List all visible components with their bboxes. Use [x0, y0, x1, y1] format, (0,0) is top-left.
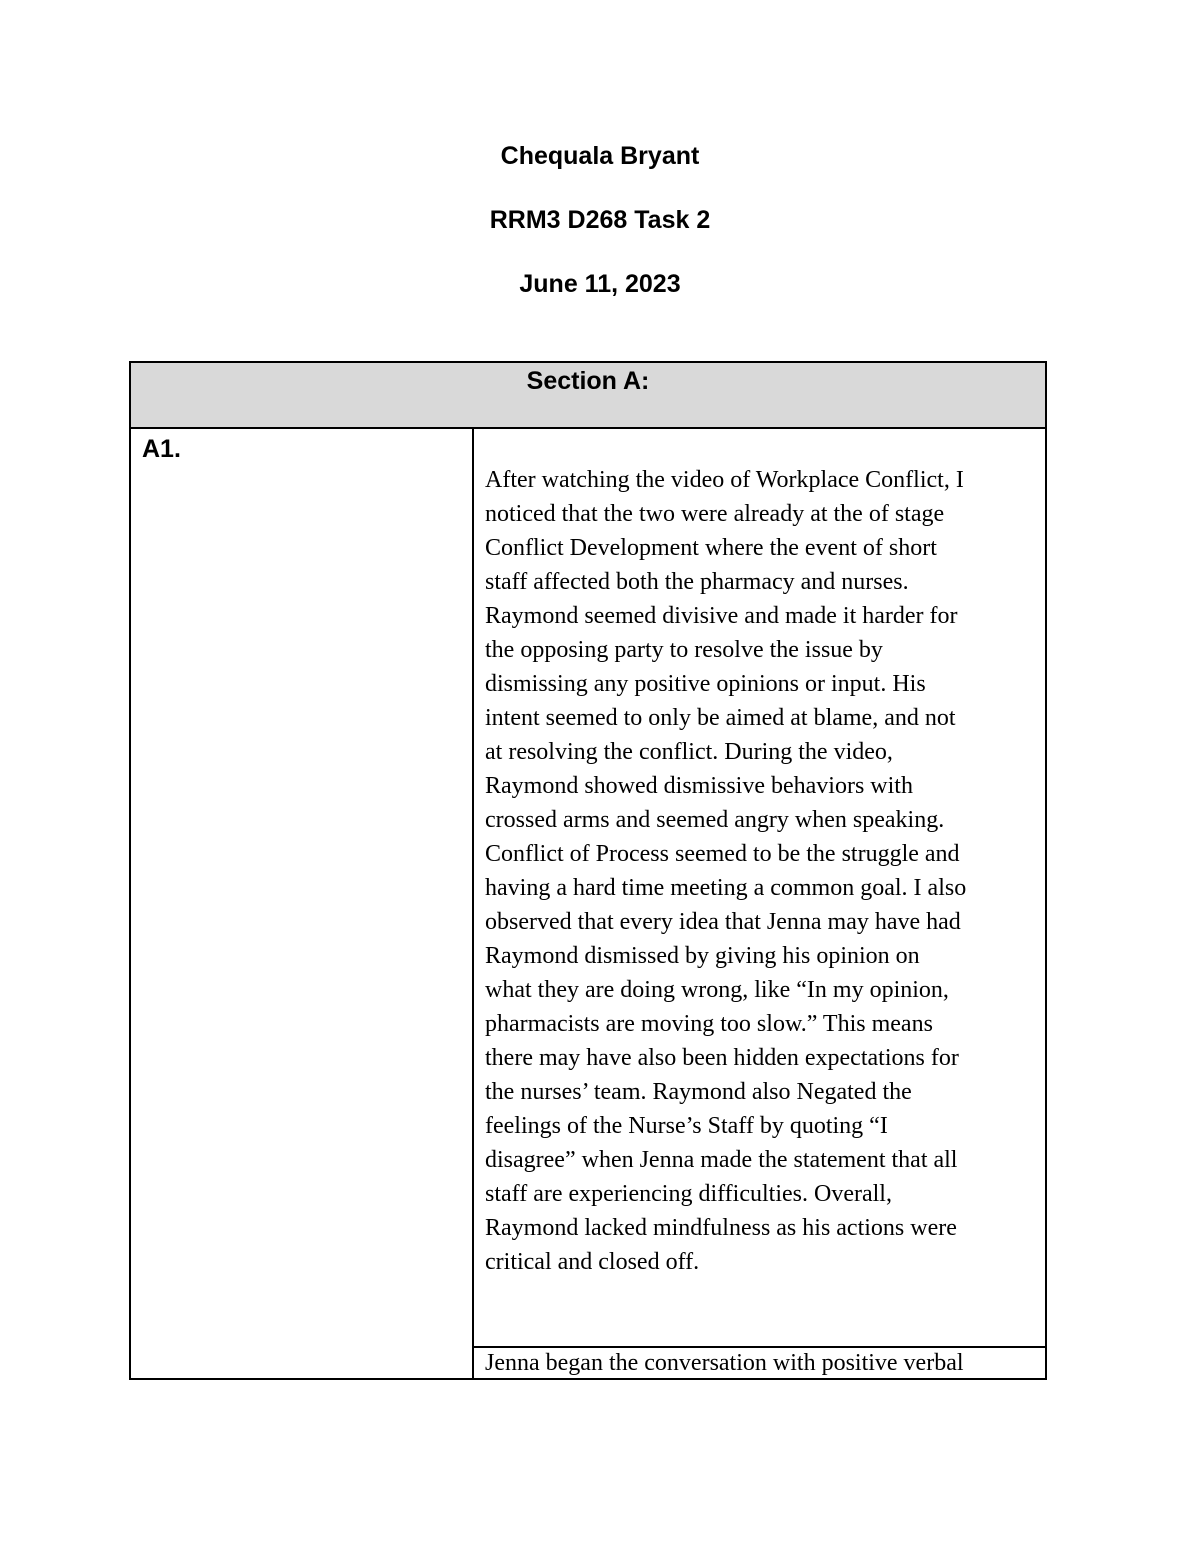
section-header-row	[131, 363, 1045, 429]
next-row-text: Jenna began the conversation with positive verbal	[485, 1350, 964, 1376]
response-line: Raymond lacked mindfulness as his actions were	[485, 1215, 957, 1241]
response-line: the opposing party to resolve the issue by	[485, 637, 883, 663]
response-line: crossed arms and seemed angry when speaking.	[485, 807, 945, 833]
response-line: at resolving the conflict. During the video,	[485, 739, 893, 765]
column-divider	[472, 429, 474, 1378]
author-name: Chequala Bryant	[500, 142, 700, 170]
course-task-title: RRM3 D268 Task 2	[489, 206, 711, 234]
response-line: critical and closed off.	[485, 1249, 700, 1275]
response-line: having a hard time meeting a common goal. I also	[485, 875, 967, 901]
a1-response-text	[485, 463, 1045, 1279]
response-line: what they are doing wrong, like “In my opinion,	[485, 977, 949, 1003]
document-date: June 11, 2023	[519, 270, 681, 298]
response-line: observed that every idea that Jenna may have had	[485, 909, 961, 935]
response-line: Raymond seemed divisive and made it harder for	[485, 603, 958, 629]
response-line: Conflict of Process seemed to be the struggle and	[485, 841, 960, 867]
response-line: Raymond dismissed by giving his opinion on	[485, 943, 920, 969]
response-line: Conflict Development where the event of short	[485, 535, 937, 561]
response-line: there may have also been hidden expectations for	[485, 1045, 959, 1071]
response-line: staff are experiencing difficulties. Overall,	[485, 1181, 892, 1207]
section-a-table	[129, 361, 1047, 1380]
response-line: pharmacists are moving too slow.” This means	[485, 1011, 933, 1037]
row-label-a1: A1.	[142, 435, 181, 463]
response-line: noticed that the two were already at the of stage	[485, 501, 945, 527]
section-title: Section A:	[526, 367, 650, 395]
response-line: feelings of the Nurse’s Staff by quoting “I	[485, 1113, 888, 1139]
response-line: dismissing any positive opinions or input. His	[485, 671, 926, 697]
response-line: staff affected both the pharmacy and nurses.	[485, 569, 909, 595]
response-line: After watching the video of Workplace Conflict, I	[485, 467, 964, 493]
response-line: intent seemed to only be aimed at blame, and not	[485, 705, 956, 731]
response-line: disagree” when Jenna made the statement that all	[485, 1147, 958, 1173]
response-line: Raymond showed dismissive behaviors with	[485, 773, 913, 799]
response-line: the nurses’ team. Raymond also Negated the	[485, 1079, 912, 1105]
